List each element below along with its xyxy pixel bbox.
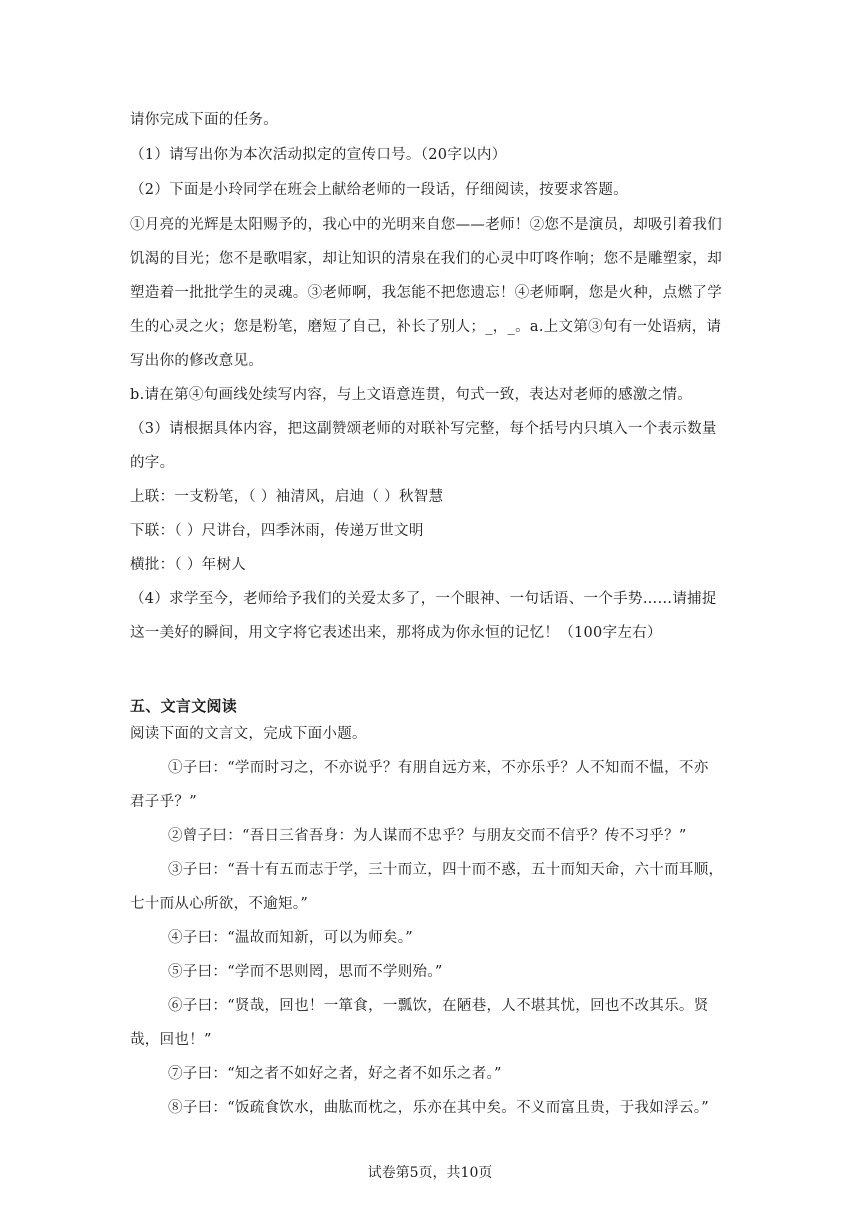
question-4: （4）求学至今，老师给予我们的关爱太多了，一个眼神、一句话语、一个手势……请捕捉: [130, 591, 717, 607]
couplet-lower: 下联：（ ）尺讲台，四季沐雨，传递万世文明: [130, 523, 424, 539]
question-1: （1）请写出你为本次活动拟定的宣传口号。（20字以内）: [130, 147, 507, 163]
passage-line: ⑧子曰：“饭疏食饮水，曲肱而枕之，乐亦在其中矣。不义而富且贵，于我如浮云。”: [168, 1100, 709, 1116]
section-intro: 阅读下面的文言文，完成下面小题。: [130, 726, 367, 742]
passage-line: ④子曰：“温故而知新，可以为师矣。”: [168, 930, 413, 946]
text-line: 塑造着一批批学生的灵魂。③老师啊，我怎能不把您遗忘！④老师啊，您是火种，点燃了学: [130, 285, 722, 301]
passage-line: ②曾子曰：“吾日三省吾身：为人谋而不忠乎？与朋友交而不信乎？传不习乎？”: [168, 828, 687, 844]
passage-line: 哉，回也！”: [130, 1032, 212, 1048]
passage-line: ⑦子曰：“知之者不如好之者，好之者不如乐之者。”: [168, 1066, 502, 1082]
passage-line: ③子曰：“吾十有五而志于学，三十而立，四十而不惑，五十而知天命，六十而耳顺，: [168, 862, 724, 878]
passage-line: 君子乎？”: [130, 794, 197, 810]
couplet-upper: 上联：一支粉笔，（ ）袖清风，启迪（ ）秋智慧: [130, 489, 444, 505]
text-line: 的字。: [130, 455, 175, 471]
page-footer: 试卷第5页，共10页: [367, 1165, 493, 1181]
text-line: b.请在第④句画线处续写内容，与上文语意连贯，句式一致，表达对老师的感激之情。: [130, 387, 693, 403]
passage-line: 七十而从心所欲，不逾矩。”: [130, 896, 309, 912]
couplet-banner: 横批：（ ）年树人: [130, 557, 247, 573]
text-line: ①月亮的光辉是太阳赐予的，我心中的光明来自您——老师！②您不是演员，却吸引着我们: [130, 217, 722, 233]
text-line: 饥渴的目光；您不是歌唱家，却让知识的清泉在我们的心灵中叮咚作响；您不是雕塑家，却: [130, 251, 722, 267]
text-line: 生的心灵之火；您是粉笔，磨短了自己，补长了别人；_，_。a.上文第③句有一处语病，请: [130, 319, 722, 335]
text-line: 请你完成下面的任务。: [130, 112, 278, 128]
section-title: 五、文言文阅读: [130, 697, 238, 715]
text-line: 写出你的修改意见。: [130, 353, 264, 369]
passage-line: ①子曰：“学而时习之，不亦说乎？有朋自远方来，不亦乐乎？人不知而不愠，不亦: [168, 760, 709, 776]
text-line: 这一美好的瞬间，用文字将它表述出来，那将成为你永恒的记忆！（100字左右）: [130, 625, 662, 641]
question-2: （2）下面是小玲同学在班会上献给老师的一段话，仔细阅读，按要求答题。: [130, 182, 628, 198]
passage-line: ⑥子曰：“贤哉，回也！一箪食，一瓢饮，在陋巷，人不堪其忧，回也不改其乐。贤: [168, 998, 709, 1014]
passage-line: ⑤子曰：“学而不思则罔，思而不学则殆。”: [168, 964, 443, 980]
question-3: （3）请根据具体内容，把这副赞颂老师的对联补写完整，每个括号内只填入一个表示数量: [130, 421, 717, 437]
